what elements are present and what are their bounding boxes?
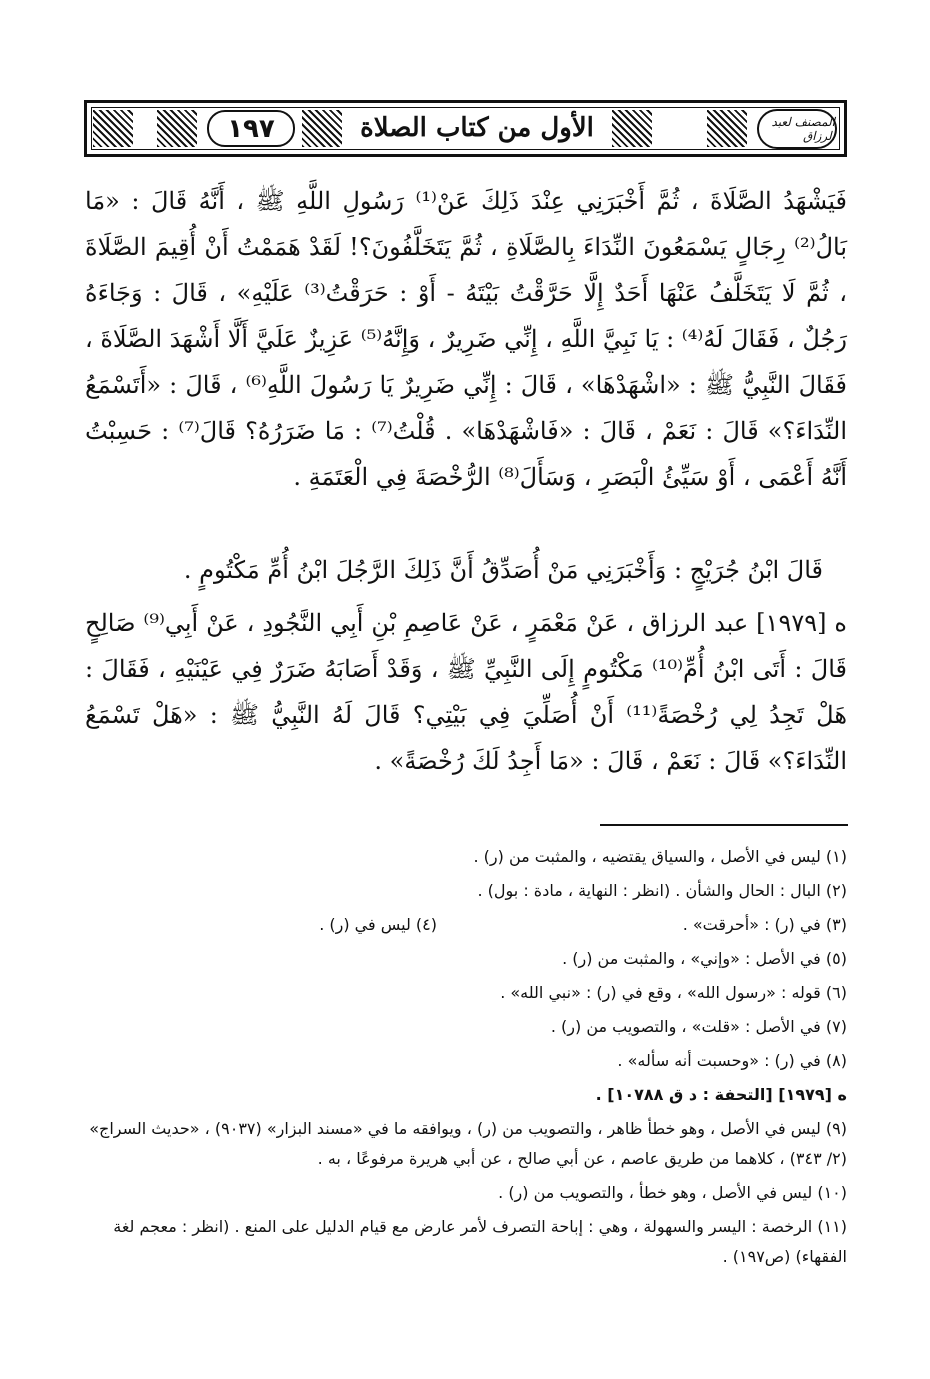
footnote-9: (٩) ليس في الأصل ، وهو خطأ ظاهر ، والتصويب من (ر) ، ويوافقه ما في «مسند البزار» (٩٠٣٧) ، «حديث السراج» (٢/ ٣٤٣) ، كلاهما من طريق عاصم ، عن أبي صالح ، عن أبي هريرة مرفوعًا ، به .: [89, 1119, 847, 1168]
footnote-10: (١٠) ليس في الأصل ، وهو خطأ ، والتصويب من (ر) .: [498, 1183, 847, 1202]
main-paragraph: [85, 178, 847, 500]
footnote-2: (٢) البال : الحال والشأن . (انظر : النهاية ، مادة : بول) .: [477, 881, 847, 900]
ornament-right-inner: [707, 110, 747, 147]
ornament-left-inner: [157, 110, 197, 147]
footnotes: [85, 842, 847, 1276]
page-header: [84, 100, 847, 157]
ibn-jurayj-paragraph: [85, 547, 847, 593]
page-number: ١٩٧: [207, 110, 295, 147]
ornament-center-right: [612, 110, 652, 147]
running-title: الأول من كتاب الصلاة: [360, 113, 594, 143]
footnote-5: (٥) في الأصل : «وإني» ، والمثبت من (ر) .: [562, 949, 847, 968]
paragraph-2: قَالَ ابْنُ جُرَيْجٍ : وَأَخْبَرَنِي مَنْ أُصَدِّقُ أَنَّ ذَلِكَ الرَّجُلَ ابْنُ أُمِّ مَكْتُومٍ .: [183, 556, 823, 584]
paragraph-3: ه [١٩٧٩] عبد الرزاق ، عَنْ مَعْمَرٍ ، عَنْ عَاصِمِ بْنِ أَبِي النَّجُودِ ، عَنْ أَبِي⁽⁹⁾ صَالِحٍ قَالَ : أَتَى ابْنُ أُمِّ⁽¹⁰⁾ مَكْتُومٍ إِلَى النَّبِيِّ ﷺ ، وَقَدْ أَصَابَهُ ضَرَرٌ فِي عَيْنَيْهِ ، فَقَالَ : هَلْ تَجِدُ لِي رُخْصَةً⁽¹¹⁾ أَنْ أُصَلِّيَ فِي بَيْتِي؟ قَالَ لَهُ النَّبِيُّ ﷺ : «هَلْ تَسْمَعُ النِّدَاءَ؟» قَالَ : نَعَمْ ، قَالَ : «مَا أَجِدُ لَكَ رُخْصَةً» .: [85, 600, 847, 784]
tahqiq-reference: ه [١٩٧٩] [التحفة : د ق ١٠٧٨٨] .: [595, 1085, 847, 1104]
footnote-7: (٧) في الأصل : «قلت» ، والتصويب من (ر) .: [550, 1017, 847, 1036]
footnote-separator: [600, 824, 848, 826]
paragraph-1: فَيَشْهَدُ الصَّلَاةَ ، ثُمَّ أَخْبَرَنِي عِنْدَ ذَلِكَ عَنْ⁽¹⁾ رَسُولِ اللَّهِ ﷺ ، أَنَّهُ قَالَ : «مَا بَالُ⁽²⁾ رِجَالٍ يَسْمَعُونَ النِّدَاءَ بِالصَّلَاةِ ، ثُمَّ يَتَخَلَّفُونَ؟! لَقَدْ هَمَمْتُ أَنْ أُقِيمَ الصَّلَاةَ ، ثُمَّ لَا يَتَخَلَّفُ عَنْهَا أَحَدٌ إِلَّا حَرَّقْتُ بَيْتَهُ - أَوْ : حَرَقْتُ⁽³⁾ عَلَيْهِ» ، قَالَ : وَجَاءَهُ رَجُلٌ ، فَقَالَ لَهُ⁽⁴⁾ : يَا نَبِيَّ اللَّهِ ، إِنِّي ضَرِيرٌ ، وَإِنَّهُ⁽⁵⁾ عَزِيزٌ عَلَيَّ أَلَّا أَشْهَدَ الصَّلَاةَ ، فَقَالَ النَّبِيُّ ﷺ : «اشْهَدْهَا» ، قَالَ : إِنِّي ضَرِيرٌ يَا رَسُولَ اللَّهِ⁽⁶⁾ ، قَالَ : «أَتَسْمَعُ النِّدَاءَ؟» قَالَ : نَعَمْ ، قَالَ : «فَاشْهَدْهَا» . قُلْتُ⁽⁷⁾ : مَا ضَرَرُهُ؟ قَالَ⁽⁷⁾ : حَسِبْتُ أَنَّهُ أَعْمَى ، أَوْ سَيِّئُ الْبَصَرِ ، وَسَأَلَ⁽⁸⁾ الرُّخْصَةَ فِي الْعَتَمَةِ .: [84, 187, 848, 491]
ornament-left: [93, 110, 133, 147]
logo-text: المصنف لعبد الرزاق: [771, 115, 835, 143]
footnote-1: (١) ليس في الأصل ، والسياق يقتضيه ، والمثبت من (ر) .: [473, 847, 847, 866]
footnote-4: (٤) ليس في (ر) .: [319, 915, 437, 934]
ornament-center-left: [302, 110, 342, 147]
hadith-1979: [85, 600, 847, 784]
footnote-3: (٣) في (ر) : «أحرقت» .: [682, 915, 847, 934]
book-logo: [757, 109, 837, 149]
footnote-6: (٦) قوله : «رسول الله» ، وقع في (ر) : «نبي الله» .: [500, 983, 847, 1002]
footnote-8: (٨) في (ر) : «وحسبت أنه سأله» .: [617, 1051, 847, 1070]
footnote-11: (١١) الرخصة : اليسر والسهولة ، وهي : إباحة التصرف لأمر عارض مع قيام الدليل على المنع . (انظر : معجم لغة الفقهاء) (ص١٩٧) .: [113, 1217, 847, 1266]
footnote-row-3-4: [85, 910, 847, 944]
